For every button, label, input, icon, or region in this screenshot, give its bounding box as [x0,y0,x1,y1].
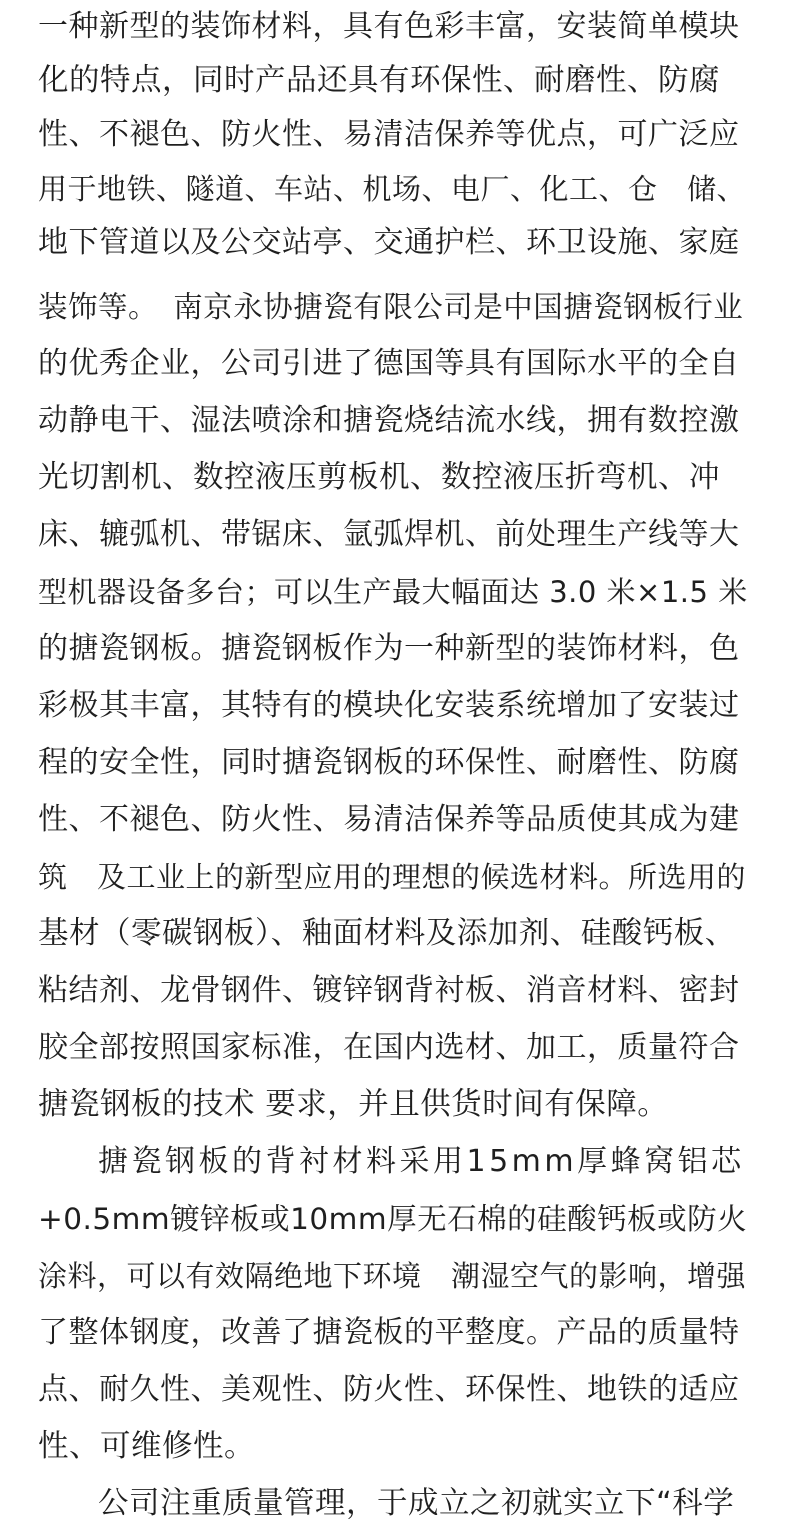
text-line: +0.5mm镀锌板或10mm厚无石棉的硅酸钙板或防火 [38,1202,748,1236]
text-line: 粘结剂、龙骨钢件、镀锌钢背衬板、消音材料、密封 [38,973,740,1008]
text-line: 性、不褪色、防火性、易清洁保养等优点，可广泛应 [38,117,740,152]
text-line: 装饰等。 南京永协搪瓷有限公司是中国搪瓷钢板行业 [38,290,744,324]
text-line: 用于地铁、隧道、车站、机场、电厂、化工、仓 储、 [38,172,747,206]
text-line: 基材（零碳钢板）、釉面材料及添加剂、硅酸钙板、 [38,916,736,951]
text-line: 彩极其丰富，其特有的模块化安装系统增加了安装过 [38,688,740,723]
text-line: 动静电干、湿法喷涂和搪瓷烧结流水线，拥有数控激 [38,403,740,438]
text-line: 性、不褪色、防火性、易清洁保养等品质使其成为建 [38,802,740,837]
text-line: 一种新型的装饰材料，具有色彩丰富，安装简单模块 [38,9,740,44]
text-line: 公司注重质量管理，于成立之初就实立下“科学 [98,1486,735,1521]
text-line: 点、耐久性、美观性、防火性、环保性、地铁的适应 [38,1372,740,1407]
text-line: 的搪瓷钢板。搪瓷钢板作为一种新型的装饰材料，色 [38,631,740,666]
text-line: 涂料，可以有效隔绝地下环境 潮湿空气的影响，增强 [38,1259,747,1293]
text-line: 型机器设备多台；可以生产最大幅面达 3.0 米×1.5 米 [38,575,748,609]
text-line: 地下管道以及公交站亭、交通护栏、环卫设施、家庭 [38,225,740,260]
text-line: 了整体钢度，改善了搪瓷板的平整度。产品的质量特 [38,1315,740,1350]
text-line: 搪瓷钢板的技术 要求，并且供货时间有保障。 [38,1087,669,1122]
text-line: 胶全部按照国家标准，在国内选材、加工，质量符合 [38,1030,740,1065]
text-line: 的优秀企业，公司引进了德国等具有国际水平的全自 [38,346,740,381]
text-line: 光切割机、数控液压剪板机、数控液压折弯机、冲 [38,460,720,495]
text-line: 筑 及工业上的新型应用的理想的候选材料。所选用的 [38,860,747,894]
text-line: 化的特点，同时产品还具有环保性、耐磨性、防腐 [38,63,720,98]
text-line: 性、可维修性。 [38,1429,255,1464]
text-line: 床、辘弧机、带锯床、氩弧焊机、前处理生产线等大 [38,517,740,552]
text-line: 程的安全性，同时搪瓷钢板的环保性、耐磨性、防腐 [38,745,740,780]
text-line: 搪瓷钢板的背衬材料采用15mm厚蜂窝铝芯 [98,1144,745,1179]
